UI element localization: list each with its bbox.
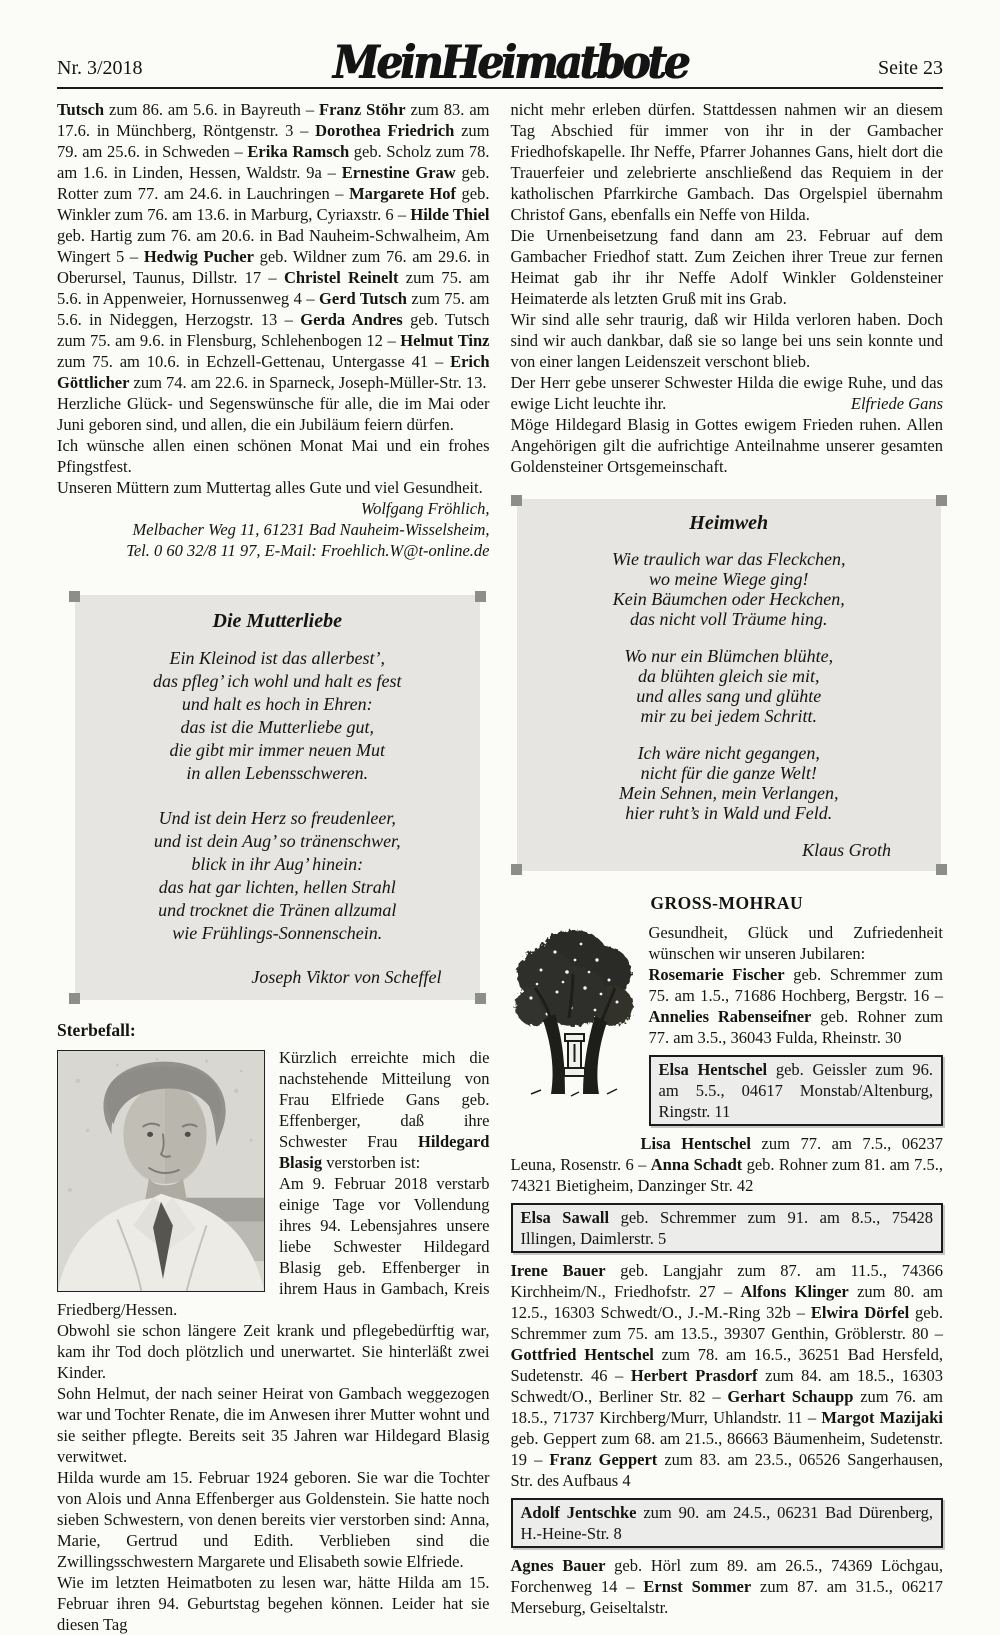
corner-ornament bbox=[511, 864, 522, 875]
gross-mohrau-section bbox=[511, 922, 944, 1618]
gross-mohrau-heading: GROSS-MOHRAU bbox=[650, 892, 804, 913]
obituary-continuation-paragraph: nicht mehr erleben dürfen. Stattdessen nahmen wir an diesem Tag Abschied für immer von ihr in der Gambacher Friedhofskapelle. Ihr Neffe, Pfarrer Johannes Gans, hielt dort die Trauerfeier und zelebrierte anschließend das Requiem in der katholischen Pfarrkirche Gambach. Das Orgelspiel übernahm Christof Gans, ebenfalls ein Neffe von Hilda. bbox=[510, 99, 943, 224]
obituary-continuation-paragraph: Die Urnenbeisetzung fand dann am 23. Februar auf dem Gambacher Friedhof statt. Zum Zeichen ihrer Treue zur fernen Heimat gab ihr ihr Neffe Adolf Winkler Goldensteiner Heimaterde als letzten Gruß mit ins Grab. bbox=[510, 225, 943, 308]
gm-intro: Gesundheit, Glück und Zufriedenheit wünschen wir unseren Jubilaren: bbox=[648, 922, 943, 963]
corner-ornament bbox=[475, 993, 486, 1004]
portrait-photo-graphic bbox=[58, 1051, 264, 1291]
jubilee-entry: Rosemarie Fischer geb. Schremmer zum 75. am 1.5., 71686 Hochberg, Bergstr. 16 – Annelies Rabenseifner geb. Rohner zum 77. am 3.5., 36043 Fulda, Rheinstr. 30 bbox=[648, 964, 943, 1047]
corner-ornament bbox=[475, 591, 486, 602]
wishes-paragraph: Herzliche Glück- und Segenswünsche für alle, die im Mai oder Juni geboren sind, und allen, die ein Jubiläum feiern dürfen. Ich wünsche allen einen schönen Monat Mai und ein frohes Pfingstfest. Unseren Müttern zum Muttertag alles Gute und viel Gesundheit. bbox=[57, 393, 490, 497]
portrait-photo bbox=[57, 1050, 265, 1292]
tree-illustration-graphic bbox=[511, 922, 637, 1100]
poem-stanza: Und ist dein Herz so freudenleer, und ist dein Aug’ so tränenschwer, blick in ihr Aug’ hinein: das hat gar lichten, hellen Strahl und trocknet die Tränen allzumal wie Frühlings-Sonnenschein. bbox=[153, 807, 401, 943]
jubilee-entry: Agnes Bauer geb. Hörl zum 89. am 26.5., 74369 Löchgau, Forchenweg 14 – Ernst Sommer zum 87. am 31.5., 06217 Merseburg, Geiseltalstr. bbox=[510, 1555, 944, 1617]
jubilee-entry: Lisa Hentschel zum 77. am 7.5., 06237 Leuna, Rosenstr. 6 – Anna Schadt geb. Rohner zum 81. am 7.5., 74321 Bietigheim, Danzinger Str. 42 bbox=[510, 1133, 943, 1195]
corner-ornament bbox=[69, 591, 80, 602]
poem-author: Klaus Groth bbox=[802, 839, 891, 860]
corner-ornament bbox=[936, 864, 947, 875]
obituary-paragraph: Obwohl sie schon längere Zeit krank und pflegebedürftig war, kam ihr Tod doch plötzlich und unerwartet. Sie hinterläßt zwei Kinder. bbox=[57, 1320, 490, 1382]
signature-inline: Elfriede Gans bbox=[850, 393, 943, 413]
poem-stanza: Wo nur ein Blümchen blühte, da blühten gleich sie mit, und alles sang und glühte mir zu bei jedem Schritt. bbox=[624, 645, 834, 726]
obituary-paragraph: Hilda wurde am 15. Februar 1924 geboren. Sie war die Tochter von Alois und Anna Effenberger aus Goldenstein. Sie hatte noch sieben Schwestern, von denen bereits vier verstorben sind: Anna, Marie, Gertrud und Edith. Verblieben sind die Zwillingsschwestern Margarete und Elisabeth sowie Elfriede. bbox=[57, 1467, 490, 1571]
left-column bbox=[57, 99, 490, 1635]
jubilee-entry-boxed: Elsa Hentschel geb. Geissler zum 96. am 5.5., 04617 Monstab/Altenburg, Ringstr. 11 bbox=[649, 1055, 944, 1126]
masthead-logo: MeinHeimatbote bbox=[332, 36, 688, 89]
obituary-heading: Sterbefall: bbox=[57, 1019, 136, 1040]
obituary-continuation-paragraph: Möge Hildegard Blasig in Gottes ewigem Frieden ruhen. Allen Angehörigen gilt die aufrichtige Anteilnahme unserer gesamten Goldensteiner Ortsgemeinschaft. bbox=[510, 414, 943, 476]
editor-signature-block: Wolfgang Fröhlich, Melbacher Weg 11, 61231 Bad Nauheim-Wisselsheim, Tel. 0 60 32/8 11 97, E-Mail: Froehlich.W@t-online.de bbox=[126, 498, 490, 560]
obituary-paragraph: Sohn Helmut, der nach seiner Heirat von Gambach weggezogen war und Tochter Renate, die im Anwesen ihrer Mutter wohnt und sie seither pflegte. Bereits seit 35 Jahren war Hildegard Blasig verwitwet. bbox=[57, 1383, 490, 1466]
obituary-section bbox=[57, 1047, 490, 1635]
right-column bbox=[511, 99, 944, 1635]
corner-ornament bbox=[69, 993, 80, 1004]
corner-ornament bbox=[511, 495, 522, 506]
poem-author: Joseph Viktor von Scheffel bbox=[251, 966, 442, 987]
poem-box-heimweh bbox=[517, 499, 942, 871]
jubilee-entry: Irene Bauer geb. Langjahr zum 87. am 11.5., 74366 Kirchheim/N., Friedhofstr. 27 – Alfons Klinger zum 80. am 12.5., 16303 Schwedt/O., J.-M.-Ring 32b – Elwira Dörfel geb. Schremmer zum 75. am 13.5., 39307 Genthin, Gröblerstr. 80 – Gottfried Hentschel zum 78. am 16.5., 36251 Bad Hersfeld, Sudetenstr. 46 – Herbert Prasdorf zum 84. am 18.5., 16303 Schwedt/O., Berliner Str. 82 – Gerhart Schaupp zum 76. am 18.5., 71737 Kirchberg/Murr, Uhlandstr. 11 – Margot Mazijaki geb. Geppert zum 68. am 21.5., 86663 Bäumenheim, Sudetenstr. 19 – Franz Geppert zum 83. am 23.5., 06526 Sangerhausen, Str. des Aufbaus 4 bbox=[510, 1260, 944, 1490]
obituary-paragraph: Kürzlich erreichte mich die nachstehende Mitteilung von Frau Elfriede Gans geb. Effenberger, daß ihre Schwester Frau Hildegard Blasig verstorben ist: bbox=[279, 1047, 490, 1172]
poem-stanza: Ein Kleinod ist das allerbest’, das pfleg’ ich wohl und halt es fest und halt es hoch in Ehren: das ist die Mutterliebe gut, die gibt mir immer neuen Mut in allen Lebensschweren. bbox=[153, 647, 402, 783]
tree-illustration bbox=[511, 922, 637, 1100]
jubilee-entry-boxed: Adolf Jentschke zum 90. am 24.5., 06231 Bad Dürenberg, H.-Heine-Str. 8 bbox=[511, 1498, 944, 1548]
jubilee-entry-boxed: Elsa Sawall geb. Schremmer zum 91. am 8.5., 75428 Illingen, Daimlerstr. 5 bbox=[511, 1203, 944, 1253]
page-number: Seite 23 bbox=[878, 56, 943, 79]
obituary-continuation-paragraph: Wir sind alle sehr traurig, daß wir Hilda verloren haben. Doch sind wir auch dankbar, daß sie so lange bei uns sein konnte und von einer langen Leidenszeit verschont blieb. bbox=[510, 309, 943, 371]
memorial-sentence: Der Herr gebe unserer Schwester Hilda die ewige Ruhe, und das ewige Licht leuchte ihr. bbox=[510, 372, 943, 413]
obituary-continuation-paragraph bbox=[511, 372, 944, 414]
poem-box-mutterliebe bbox=[75, 595, 480, 1000]
obituary-paragraph: Am 9. Februar 2018 verstarb einige Tage vor Vollendung ihres 94. Lebensjahres unsere liebe Schwester Hildegard Blasig geb. Effenberger in ihrem Haus in Gambach, Kreis Friedberg/Hessen. bbox=[57, 1173, 490, 1319]
obituary-paragraph: Wie im letzten Heimatboten zu lesen war, hätte Hilda am 15. Februar ihren 94. Geburtstag begehen können. Leider hat sie diesen Tag bbox=[57, 1572, 490, 1634]
poem-stanza: Wie traulich war das Fleckchen, wo meine Wiege ging! Kein Bäumchen oder Heckchen, das nicht voll Träume hing. bbox=[612, 548, 846, 629]
poem-stanza: Ich wäre nicht gegangen, nicht für die ganze Welt! Mein Sehnen, mein Verlangen, hier ruht’s in Wald und Feld. bbox=[619, 742, 839, 823]
poem-title: Heimweh bbox=[689, 511, 769, 534]
issue-number: Nr. 3/2018 bbox=[57, 56, 143, 79]
poem-title: Die Mutterliebe bbox=[212, 609, 342, 632]
jubilee-paragraph: Tutsch zum 86. am 5.6. in Bayreuth – Franz Stöhr zum 83. am 17.6. in Münchberg, Röntgenstr. 3 – Dorothea Friedrich zum 79. am 25.6. in Schweden – Erika Ramsch geb. Scholz zum 78. am 1.6. in Linden, Hessen, Waldstr. 9a – Ernestine Graw geb. Rotter zum 77. am 24.6. in Lauchringen – Margarete Hof geb. Winkler zum 76. am 13.6. in Marburg, Cyriaxstr. 6 – Hilde Thiel geb. Hartig zum 76. am 20.6. in Bad Nauheim-Schwalheim, Am Wingert 5 – Hedwig Pucher geb. Wildner zum 76. am 29.6. in Oberursel, Taunus, Dillstr. 17 – Christel Reinelt zum 75. am 5.6. in Appenweier, Hornussenweg 4 – Gerd Tutsch zum 75. am 5.6. in Nideggen, Herzogstr. 13 – Gerda Andres geb. Tutsch zum 75. am 9.6. in Flensburg, Schlehenbogen 12 – Helmut Tinz zum 75. am 10.6. in Echzell-Gettenau, Untergasse 41 – Erich Göttlicher zum 74. am 22.6. in Sparneck, Joseph-Müller-Str. 13. bbox=[57, 99, 490, 392]
page-header bbox=[57, 36, 943, 89]
corner-ornament bbox=[936, 495, 947, 506]
